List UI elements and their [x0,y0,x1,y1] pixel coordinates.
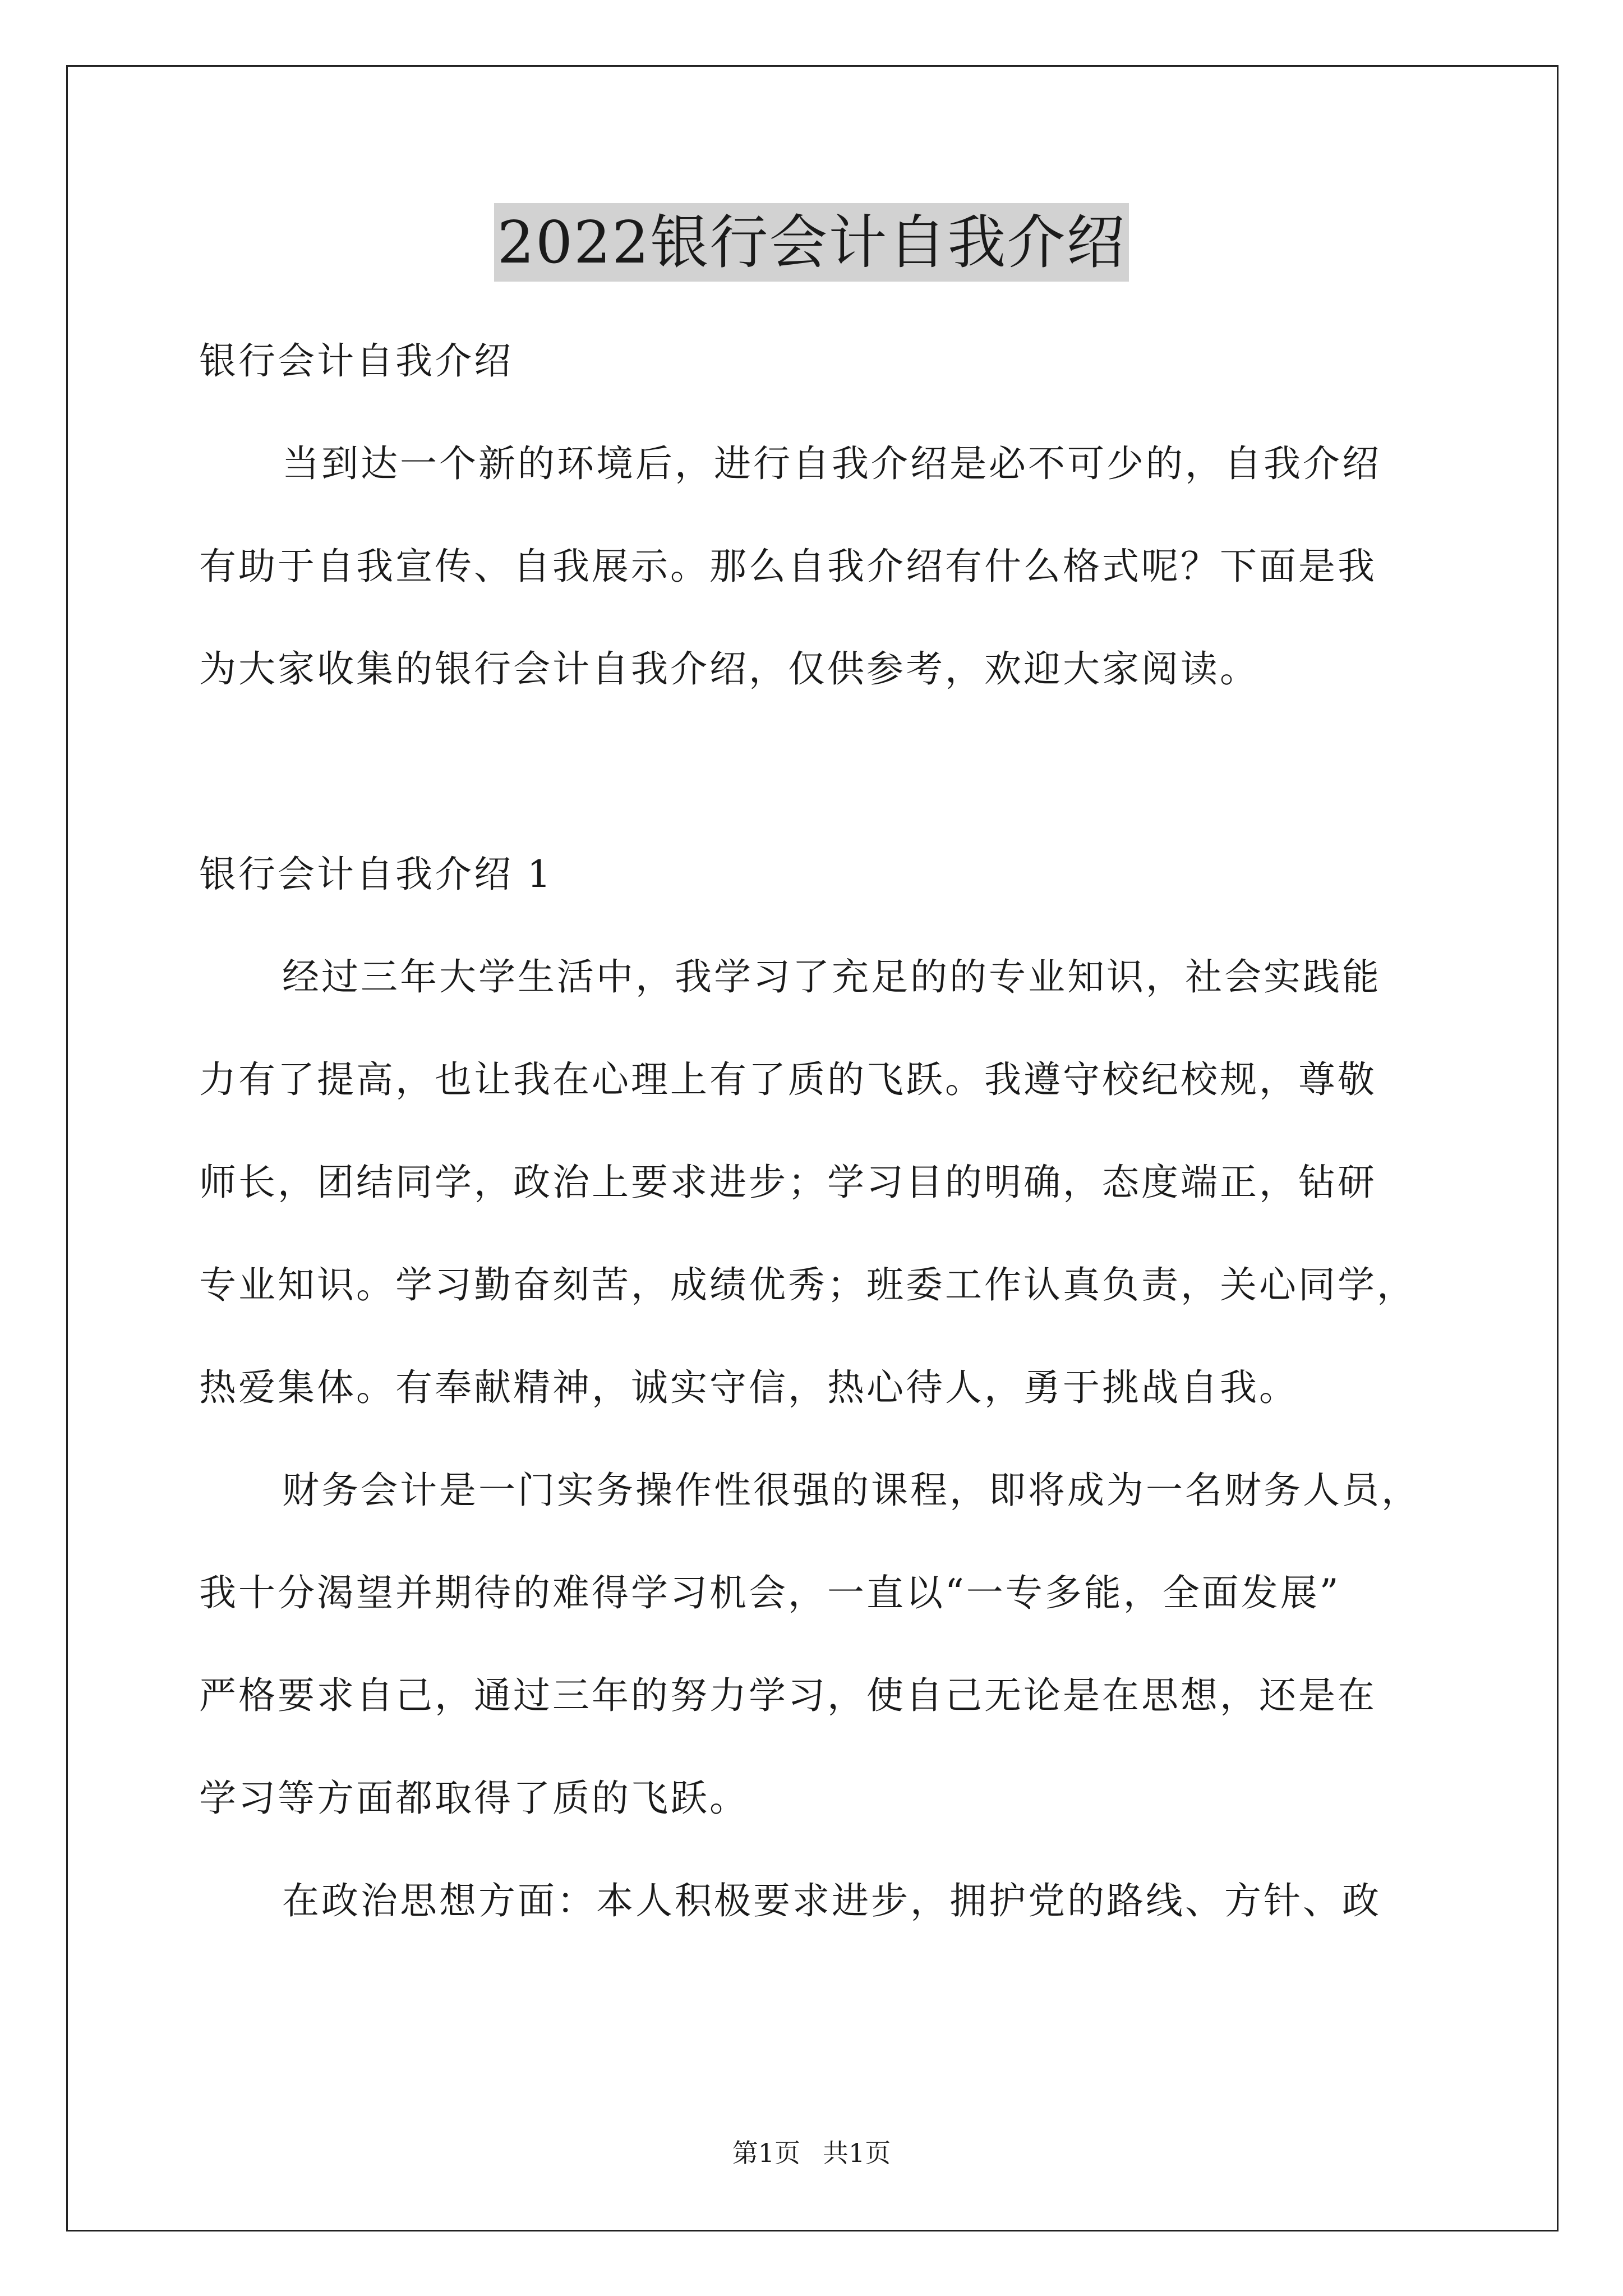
paragraph-line: 力有了提高，也让我在心理上有了质的飞跃。我遵守校纪校规，尊敬 [199,1058,1377,1101]
document-body [199,310,1450,1952]
paragraph-line: 严格要求自己，通过三年的努力学习，使自己无论是在思想，还是在 [199,1674,1377,1717]
paragraph-line: 经过三年大学生活中，我学习了充足的的专业知识，社会实践能 [282,955,1381,999]
paragraph-line: 财务会计是一门实务操作性很强的课程，即将成为一名财务人员， [282,1469,1421,1512]
page-number-current: 第1页 [732,2138,800,2168]
paragraph-line: 当到达一个新的环境后，进行自我介绍是必不可少的，自我介绍 [282,442,1381,485]
paragraph-line: 在政治思想方面：本人积极要求进步，拥护党的路线、方针、政 [282,1879,1381,1922]
document-title: 2022银行会计自我介绍 [494,203,1129,282]
page-footer [0,2136,1623,2170]
section-heading: 银行会计自我介绍 1 [199,853,553,896]
paragraph-line: 有助于自我宣传、自我展示。那么自我介绍有什么格式呢？下面是我 [199,545,1377,588]
paragraph-line: 专业知识。学习勤奋刻苦，成绩优秀；班委工作认真负责，关心同学， [199,1263,1416,1306]
paragraph-line: 学习等方面都取得了质的飞跃。 [199,1777,749,1820]
title-container [0,203,1623,282]
subtitle-line: 银行会计自我介绍 [199,339,513,383]
page-number-total: 共1页 [823,2138,891,2168]
paragraph-line: 我十分渴望并期待的难得学习机会，一直以“一专多能，全面发展” [199,1571,1341,1614]
paragraph-line: 为大家收集的银行会计自我介绍，仅供参考，欢迎大家阅读。 [199,647,1259,691]
blank-line [199,720,1450,823]
paragraph-line: 师长，团结同学，政治上要求进步；学习目的明确，态度端正，钻研 [199,1161,1377,1204]
paragraph-line: 热爱集体。有奉献精神，诚实守信，热心待人，勇于挑战自我。 [199,1366,1298,1409]
